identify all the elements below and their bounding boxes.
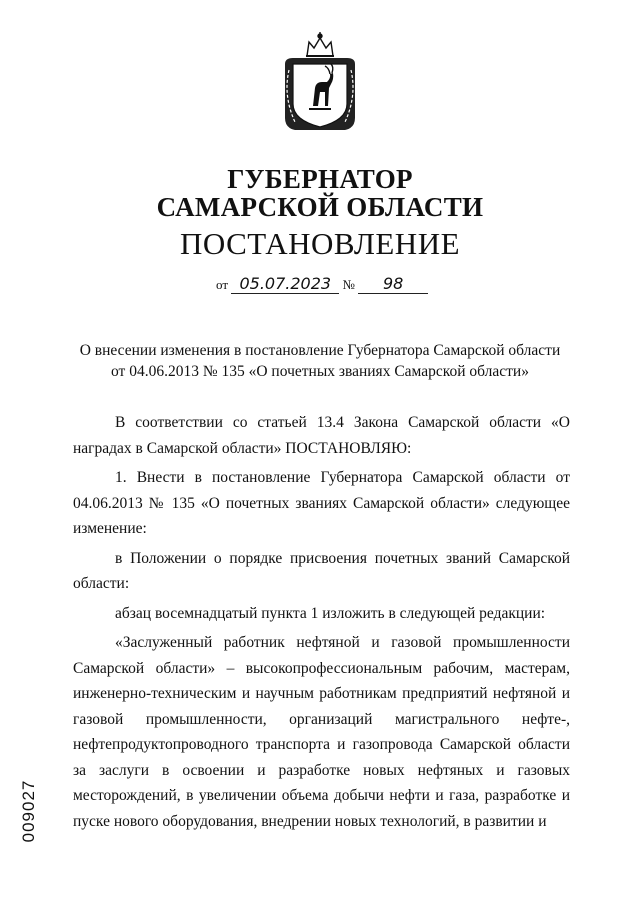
paragraph-instruction: абзац восемнадцатый пункта 1 изложить в следующей редакции: [115, 604, 546, 622]
subject-line1: О внесении изменения в постановление Губернатора Самарской области [79, 342, 561, 359]
paragraph-item-1: 1. Внести в постановление Губернатора Самарской области от 04.06.2013 № 135 «О почетных званиях Самарской области» следующее изменение: [73, 469, 570, 537]
issuer-title-line1: ГУБЕРНАТОР [227, 164, 413, 194]
paragraph-new-text: «Заслуженный работник нефтяной и газовой промышленности Самарской области» – высокопрофессиональным рабочим, мастерам, инженерно-техническим и научным работникам предприятий нефтяной и газовой промышленности, организаций магистрального нефте-, нефтепродуктопроводного транспорта и газопровода Самарской области за заслуги в освоении и разработке новых нефтяных и газовых месторождений, в увеличении объема добычи нефти и газа, разработке и пуске нового оборудования, внедрении новых технологий, в развитии и [73, 634, 570, 830]
issuer-title-line2: САМАРСКОЙ ОБЛАСТИ [156, 192, 484, 222]
document-type: ПОСТАНОВЛЕНИЕ [179, 226, 461, 261]
number-prefix: № [342, 277, 355, 292]
date-prefix: от [216, 277, 229, 292]
paragraph-regulation: в Положении о порядке присвоения почетных званий Самарской области: [73, 549, 570, 592]
document-subject [40, 340, 600, 382]
document-body [73, 410, 570, 834]
registration-number-text: 009027 [19, 779, 38, 843]
paragraph-preamble: В соответствии со статьей 13.4 Закона Самарской области «О наградах в Самарской области» ПОСТАНОВЛЯЮ: [73, 414, 570, 457]
date-number-line [216, 274, 428, 294]
registration-number [18, 778, 40, 844]
subject-line2: от 04.06.2013 № 135 «О почетных званиях Самарской области» [111, 363, 529, 380]
document-date: 05.07.2023 [231, 274, 339, 294]
coat-of-arms-emblem [279, 30, 361, 135]
document-number: 98 [358, 274, 428, 294]
